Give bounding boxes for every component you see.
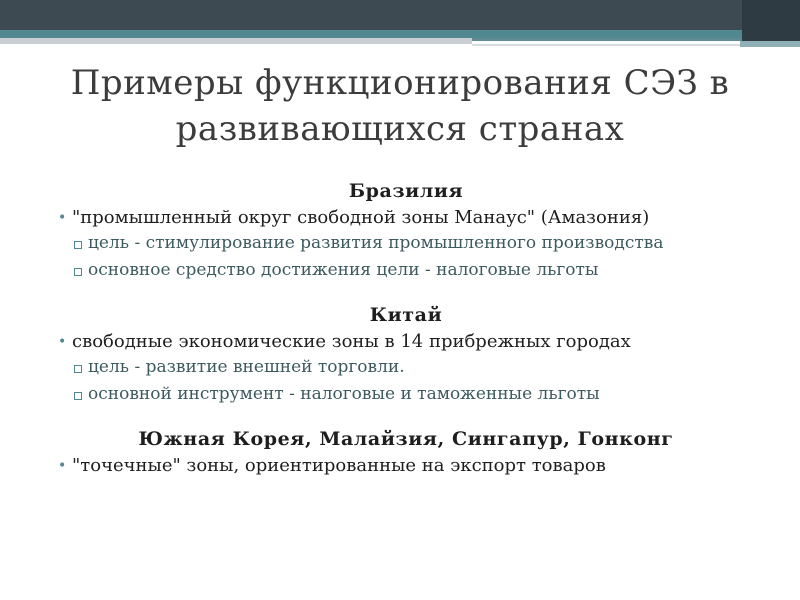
section-heading: Китай	[369, 304, 443, 326]
list-item	[56, 454, 756, 478]
header-divider-line	[472, 44, 742, 46]
list-item	[56, 330, 756, 354]
bullet-dot-icon: •	[58, 334, 67, 350]
section-asia	[56, 424, 756, 478]
sub-list-item	[56, 259, 756, 282]
sub-item-text: цель - развитие внешней торговли.	[88, 357, 405, 377]
list-item	[56, 206, 756, 230]
header-accent-bar	[0, 30, 800, 38]
sub-list-item	[56, 356, 756, 379]
section-brazil	[56, 176, 756, 282]
section-heading: Южная Корея, Малайзия, Сингапур, Гонконг	[138, 428, 674, 450]
section-heading: Бразилия	[348, 180, 464, 202]
bullet-dot-icon: •	[58, 210, 67, 226]
header-bar	[0, 0, 800, 30]
bullet-text: свободные экономические зоны в 14 прибрежных городах	[72, 331, 631, 352]
slide-title: Примеры функционирования СЭЗ в развивающихся странах	[70, 63, 730, 149]
section-china	[56, 300, 756, 406]
sub-list-item	[56, 232, 756, 255]
sub-item-text: основной инструмент - налоговые и таможенные льготы	[88, 384, 600, 404]
sub-item-text: цель - стимулирование развития промышленного производства	[88, 233, 664, 253]
square-outline-icon	[74, 392, 82, 400]
square-outline-icon	[74, 268, 82, 276]
slide-content	[56, 176, 756, 478]
bullet-dot-icon: •	[58, 458, 67, 474]
square-outline-icon	[74, 365, 82, 373]
bullet-text: "промышленный округ свободной зоны Манаус" (Амазония)	[72, 207, 650, 228]
square-outline-icon	[74, 241, 82, 249]
header-corner-accent	[740, 41, 800, 47]
header-shadow-bar	[0, 38, 472, 44]
bullet-text: "точечные" зоны, ориентированные на экспорт товаров	[72, 455, 606, 476]
sub-item-text: основное средство достижения цели - налоговые льготы	[88, 260, 599, 280]
header-corner-block	[742, 0, 800, 41]
sub-list-item	[56, 383, 756, 406]
